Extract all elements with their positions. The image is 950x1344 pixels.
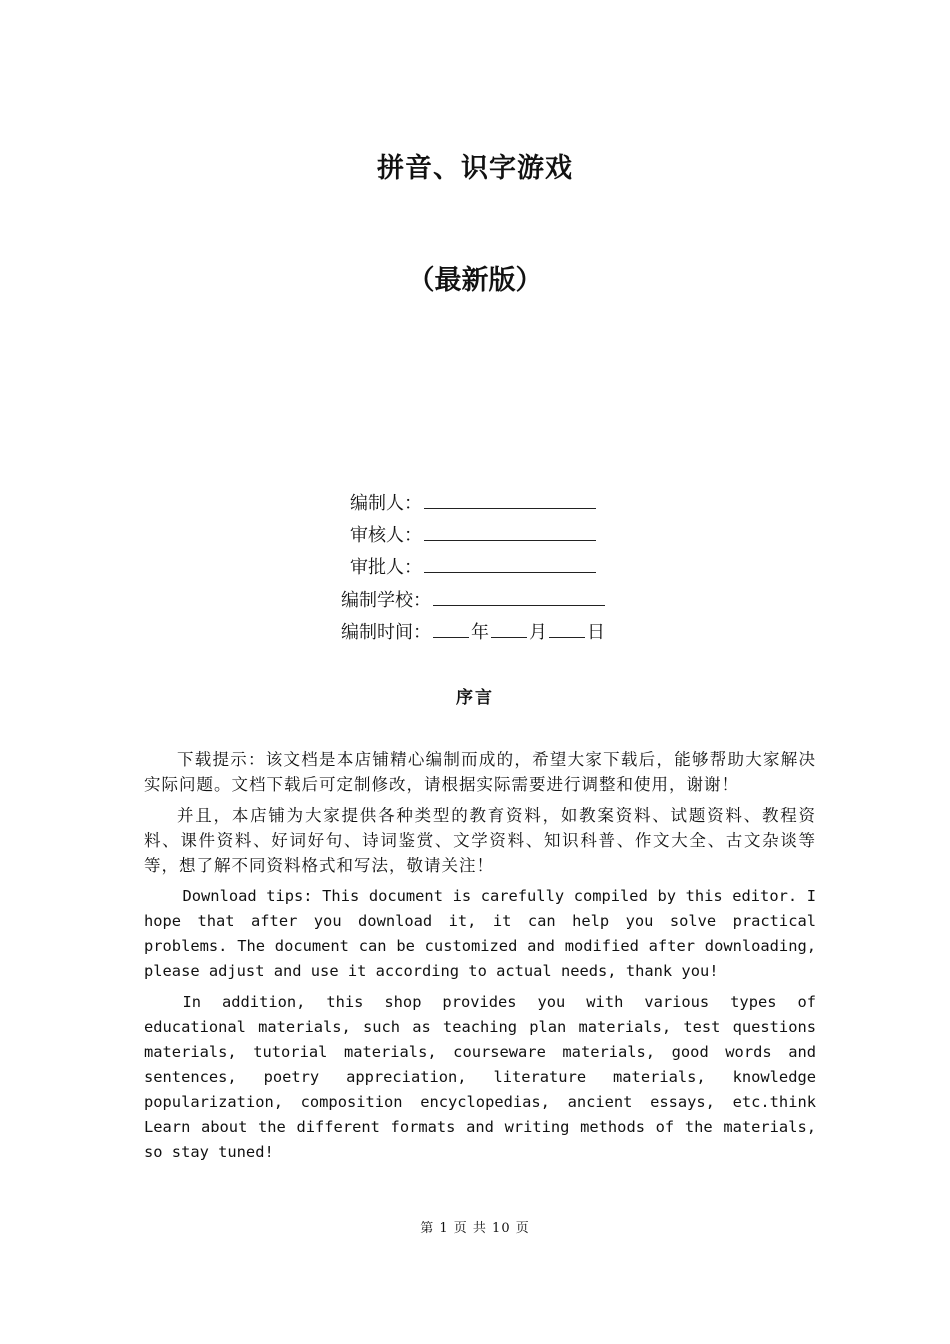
time-row (341, 617, 605, 645)
document-title: 拼音、识字游戏 (377, 153, 573, 184)
year-field[interactable] (433, 617, 469, 638)
time-label: 编制时间： (341, 622, 431, 643)
chinese-paragraph-2: 并且，本店铺为大家提供各种类型的教育资料，如教案资料、试题资料、教程资料、课件资料、好词好句、诗词鉴赏、文学资料、知识科普、作文大全、古文杂谈等等，想了解不同资料格式和写法，敬请关注！ (144, 806, 816, 875)
approver-label: 审批人： (350, 557, 422, 578)
english-paragraph-2: In addition, this shop provides you with various types of educational materials, such as teaching plan materials, test questions materials, tutorial materials, courseware materials, good words and sentences, poetry appreciation, literature materials, knowledge popularization, composition encyclopedias, ancient essays, etc.think Learn about the different formats and writing methods of the materials, so stay tuned! (144, 993, 816, 1161)
compiler-label: 编制人： (350, 493, 422, 514)
compiler-row (350, 488, 596, 516)
english-paragraph-1: Download tips: This document is carefully compiled by this editor. I hope that after you download it, it can help you solve practical problems. The document can be customized and modified after downloading, please adjust and use it according to actual needs, thank you! (144, 887, 816, 980)
preface-title: 序言 (456, 688, 494, 708)
approver-field[interactable] (424, 552, 596, 573)
chinese-paragraph-1: 下载提示：该文档是本店铺精心编制而成的，希望大家下载后，能够帮助大家解决实际问题。文档下载后可定制修改，请根据实际需要进行调整和使用，谢谢！ (144, 750, 816, 794)
document-subtitle: （最新版） (407, 265, 543, 296)
school-label: 编制学校： (341, 590, 431, 611)
year-label: 年 (471, 622, 489, 643)
school-field[interactable] (433, 585, 605, 606)
reviewer-row (350, 520, 596, 548)
school-row (341, 585, 605, 613)
reviewer-label: 审核人： (350, 525, 422, 546)
month-field[interactable] (491, 617, 527, 638)
month-label: 月 (529, 622, 547, 643)
compiler-field[interactable] (424, 488, 596, 509)
day-field[interactable] (549, 617, 585, 638)
preface-body (144, 747, 816, 1165)
page-footer: 第 1 页 共 10 页 (420, 1221, 530, 1236)
approver-row (350, 552, 596, 580)
day-label: 日 (587, 622, 605, 643)
reviewer-field[interactable] (424, 520, 596, 541)
